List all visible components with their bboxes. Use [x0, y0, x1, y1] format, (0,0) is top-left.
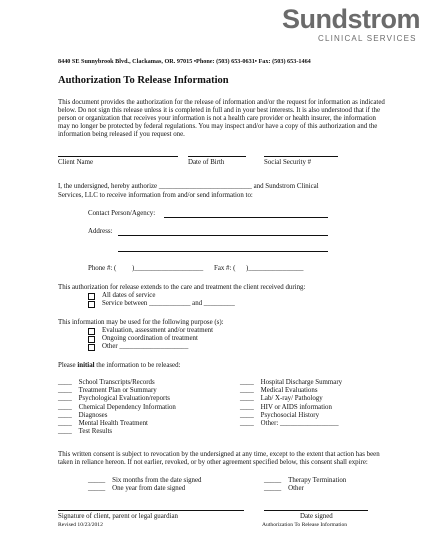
list-item[interactable]: ____ Psychosocial History: [240, 411, 320, 419]
revocation-paragraph: This written consent is subject to revocation by the undersigned at any time, except to the extent that action has been taken in reliance hereon. If not earlier, revoked, or by other agreement specified below, this consent shall expire:: [58, 451, 380, 467]
list-item[interactable]: ____ School Transcripts/Records: [58, 379, 155, 386]
list-item[interactable]: ____ HIV or AIDS information: [240, 403, 332, 411]
address-label: Address:: [88, 228, 113, 235]
list-item[interactable]: ____ Mental Health Treatment: [58, 420, 148, 428]
date-signed-field[interactable]: [264, 510, 368, 511]
signature-label: Signature of client, parent or legal guardian: [58, 513, 178, 520]
list-item[interactable]: ____ Diagnoses: [58, 411, 108, 419]
purpose-other-label: Other ____________________: [102, 343, 189, 350]
client-name-label: Client Name: [58, 159, 94, 166]
revised-date: Revised 10/23/2012: [58, 522, 103, 528]
dob-line[interactable]: [188, 156, 246, 157]
purpose-coordination-checkbox[interactable]: [88, 336, 95, 343]
contact-field[interactable]: [164, 217, 328, 218]
dob-label: Date of Birth: [188, 159, 225, 166]
purpose-coordination-label: Ongoing coordination of treatment: [102, 335, 198, 342]
expire-other[interactable]: _____ Other: [264, 485, 304, 492]
list-item[interactable]: ____ Test Results: [58, 428, 113, 436]
list-item[interactable]: ____ Lab/ X-ray/ Pathology: [240, 395, 323, 403]
purpose-other-checkbox[interactable]: [88, 344, 95, 351]
page-title: Authorization To Release Information: [58, 75, 229, 86]
extends-text: This authorization for release extends to the care and treatment the client received during:: [58, 284, 306, 291]
all-dates-label: All dates of service: [102, 292, 156, 299]
company-address: 8440 SE Sunnybrook Blvd., Clackamas, OR. 97015 •Phone: (503) 653-0631• Fax: (503) 653-1464: [58, 58, 311, 65]
initial-instruction: Please initial the information to be released:: [58, 362, 181, 369]
fax-label: Fax #: (: [214, 265, 236, 272]
service-between-checkbox[interactable]: [88, 301, 95, 308]
footer-form-name: Authorization To Release Information: [262, 522, 348, 528]
client-name-line[interactable]: [58, 156, 178, 157]
authorize-line-1: I, the undersigned, hereby authorize ___________________________ and Sundstrom Clinical: [58, 183, 319, 190]
list-item[interactable]: ____ Other: _________________: [240, 420, 339, 428]
purpose-evaluation-label: Evaluation, assessment and/or treatment: [102, 327, 213, 334]
list-item[interactable]: ____ Medical Evaluations: [240, 387, 318, 395]
service-between-label: Service between ____________ and _________: [102, 300, 235, 307]
purpose-text: This information may be used for the following purpose (s):: [58, 319, 224, 326]
authorize-line-2: Services, LLC to receive information from and/or send information to:: [58, 192, 253, 199]
initial-left-list: [58, 379, 176, 436]
list-item[interactable]: ____ Hospital Discharge Summary: [240, 379, 343, 386]
all-dates-checkbox[interactable]: [88, 293, 95, 300]
ssn-label: Social Security #: [264, 159, 312, 166]
expire-one-year[interactable]: _____ One year from date signed: [88, 485, 186, 492]
phone-field[interactable]: )____________________: [132, 265, 204, 272]
date-signed-label: Date signed: [300, 513, 333, 520]
fax-field[interactable]: )________________: [246, 265, 304, 272]
address-field-2[interactable]: [118, 251, 328, 252]
initial-right-list: [240, 379, 342, 428]
address-field-1[interactable]: [118, 235, 328, 236]
intro-paragraph: This document provides the authorization for the release of information and/or the request for information as indicated below. Do not sign this release unless it is completed in full and in your best interests. It is also understood that if the person or organization that receives your information is not a health care provider or health insurer, the information may no longer be protected by federal regulations. You may inspect and/or have a copy of this authorization and the information being released if you request one.: [58, 99, 385, 139]
ssn-line[interactable]: [264, 156, 338, 157]
purpose-evaluation-checkbox[interactable]: [88, 328, 95, 335]
signature-field[interactable]: [58, 510, 244, 511]
list-item[interactable]: ____ Chemical Dependency Information: [58, 403, 176, 411]
company-logo-subtitle: CLINICAL SERVICES: [318, 34, 417, 43]
expire-therapy-termination[interactable]: _____ Therapy Termination: [264, 477, 347, 484]
company-logo-name: Sundstrom: [282, 4, 421, 34]
list-item[interactable]: ____ Psychological Evaluation/reports: [58, 395, 170, 403]
list-item[interactable]: ____ Treatment Plan or Summary: [58, 387, 157, 395]
expire-six-months[interactable]: _____ Six months from the date signed: [88, 477, 202, 484]
phone-label: Phone #: (: [88, 265, 117, 272]
contact-label: Contact Person/Agency:: [88, 210, 156, 217]
